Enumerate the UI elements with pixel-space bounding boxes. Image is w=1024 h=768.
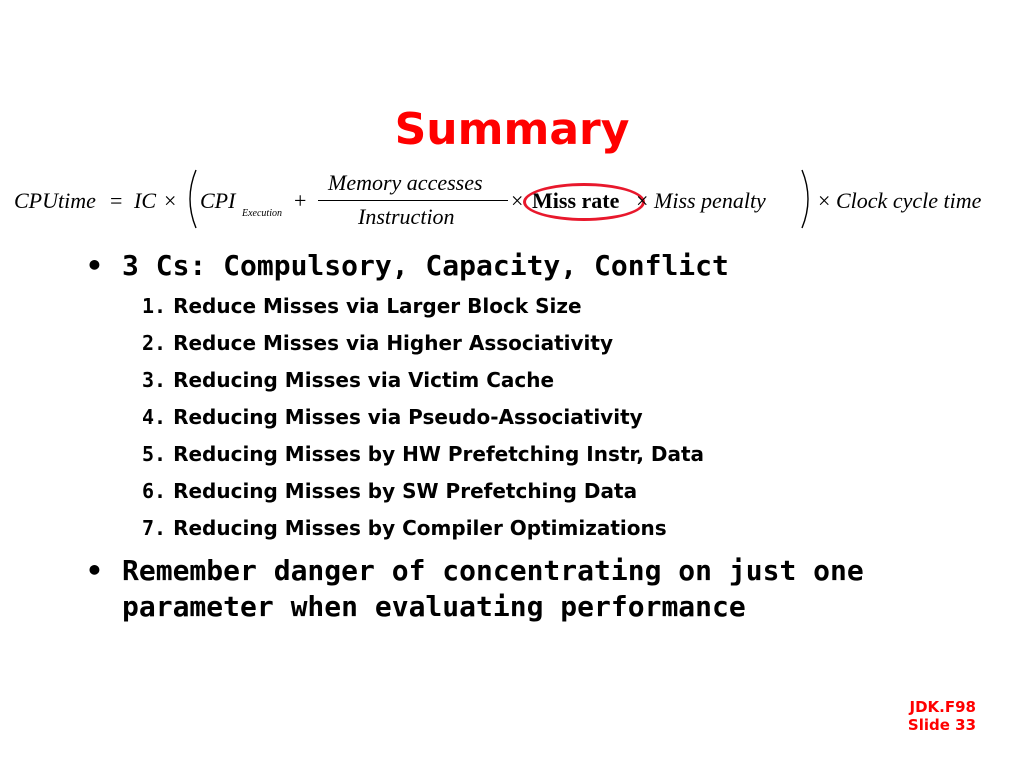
formula-miss-rate: Miss rate xyxy=(532,188,620,213)
bullet-text: 3 Cs: Compulsory, Capacity, Conflict xyxy=(122,249,729,282)
formula-numerator: Memory accesses xyxy=(328,170,483,195)
bullet-icon: • xyxy=(86,249,103,282)
formula-equals: = xyxy=(110,188,123,213)
left-paren-icon xyxy=(182,168,198,230)
slide-footer xyxy=(908,698,976,734)
formula-plus: + xyxy=(294,188,307,213)
formula-cpi-subscript: Execution xyxy=(242,208,282,219)
sub-list-item: 2. Reduce Misses via Higher Associativity xyxy=(142,331,613,355)
sub-list-item: 5. Reducing Misses by HW Prefetching Instr, Data xyxy=(142,442,705,466)
formula-times-2: × xyxy=(511,188,524,213)
bullet-text: Remember danger of concentrating on just one parameter when evaluating performance xyxy=(122,554,864,623)
sub-list-item: 1. Reduce Misses via Larger Block Size xyxy=(142,294,582,318)
bullet-item xyxy=(86,553,986,625)
formula-denominator: Instruction xyxy=(358,204,455,229)
bullet-list xyxy=(86,248,986,625)
formula-ic: IC xyxy=(134,188,156,213)
bullet-item xyxy=(86,248,986,284)
slide-title: Summary xyxy=(394,104,630,155)
right-paren-icon xyxy=(800,168,816,230)
footer-slide-number: Slide 33 xyxy=(907,716,976,734)
sub-list-item: 4. Reducing Misses via Pseudo-Associativity xyxy=(142,405,643,429)
formula-miss-penalty: Miss penalty xyxy=(654,188,766,213)
formula-cpu-time: CPUtime xyxy=(14,188,96,213)
sub-list-item: 6. Reducing Misses by SW Prefetching Data xyxy=(142,479,638,503)
formula-times-1: × xyxy=(164,188,177,213)
bullet-icon: • xyxy=(86,554,103,587)
sub-list-item: 7. Reducing Misses by Compiler Optimizations xyxy=(142,516,667,540)
formula-clock-cycle-time: Clock cycle time xyxy=(836,188,982,213)
formula-cpi: CPI xyxy=(200,188,236,213)
footer-course: JDK.F98 xyxy=(909,698,976,716)
sub-list xyxy=(142,288,986,547)
cpu-time-formula xyxy=(14,166,1010,232)
fraction-bar xyxy=(318,200,508,201)
miss-rate-highlight-ellipse xyxy=(523,183,645,221)
formula-times-3: × xyxy=(636,188,649,213)
formula-times-4: × xyxy=(818,188,831,213)
sub-list-item: 3. Reducing Misses via Victim Cache xyxy=(142,368,555,392)
